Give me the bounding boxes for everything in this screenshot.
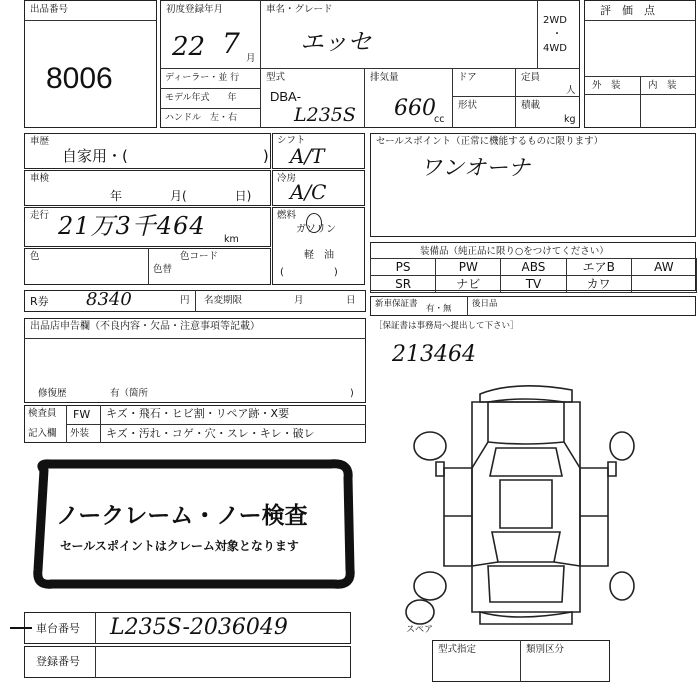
displacement-value: 660	[394, 96, 436, 121]
car-damage-diagram	[396, 376, 636, 646]
drive-dot: ・	[552, 29, 562, 40]
report-label: 出品店申告欄（不良内容・欠品・注意事項等記載）	[30, 321, 260, 332]
first-reg-label: 初度登録年月	[166, 4, 224, 15]
type-approval-label: 型式指定	[438, 644, 477, 655]
color-repaint-label: 色替	[153, 264, 173, 275]
name-change-month: 月	[294, 295, 304, 306]
lot-label: 出品番号	[30, 4, 69, 15]
diagram-note: ［保証書は事務局へ提出して下さい］	[374, 321, 519, 331]
model-type-code: L235S	[294, 104, 356, 126]
sales-point-value: ワンオーナ	[420, 156, 531, 181]
recycle-label: R券	[30, 295, 49, 308]
lot-number: 8006	[46, 62, 113, 95]
history-value: 自家用・( )	[62, 147, 269, 165]
color-code-label: 色コード	[180, 251, 219, 262]
chassis-pointer-line	[10, 627, 32, 629]
eval-label: 評 価 点	[600, 4, 655, 17]
equipment-item: カワ	[566, 275, 632, 293]
mileage-unit: km	[224, 234, 239, 245]
inspector-fw-text: キズ・飛石・ヒビ割・リペア跡・X要	[106, 407, 290, 420]
fuel-label: 燃料	[277, 210, 297, 221]
inspector-ext-text: キズ・汚れ・コゲ・穴・スレ・キレ・破レ	[106, 427, 315, 440]
dealer-import-label: ディーラー・並 行	[165, 73, 240, 83]
spare-label: スペア	[406, 625, 434, 635]
equipment-item: PW	[435, 258, 501, 276]
name-change-label: 名変期限	[204, 295, 243, 306]
first-reg-month-unit: 月	[246, 53, 256, 64]
drive-4wd: 4WD	[543, 43, 567, 54]
registration-label: 登録番号	[36, 655, 80, 668]
door-label: ドア	[458, 72, 477, 83]
interior-label: 内 装	[648, 80, 677, 91]
name-grade-label: 車名・グレード	[266, 4, 333, 15]
shift-label: シフト	[277, 135, 306, 146]
handle-label: ハンドル 左・右	[165, 113, 238, 123]
equipment-item: ABS	[500, 258, 566, 276]
drive-2wd: 2WD	[543, 15, 567, 26]
warranty-label: 新車保証書	[375, 299, 418, 309]
shape-label: 形状	[458, 100, 478, 111]
fuel-diesel: 軽 油	[304, 250, 334, 261]
fuel-paren: ( )	[280, 267, 338, 278]
warranty-date-label: 後日品	[472, 299, 498, 309]
inspector-fw: FW	[73, 408, 91, 421]
warranty-box	[370, 296, 696, 316]
repair-label: 修復歴	[38, 388, 67, 399]
aircon-label: 冷房	[277, 173, 297, 184]
chassis-value: L235S-2036049	[110, 615, 288, 640]
inspector-exterior: 外装	[70, 428, 90, 439]
stamp-line-1: ノークレーム・ノー検査	[56, 503, 308, 529]
diagram-handwritten: 213464	[392, 342, 476, 367]
equipment-item: SR	[370, 275, 436, 293]
inspection-label: 車検	[30, 173, 50, 184]
aircon-value: A/C	[290, 180, 327, 204]
displacement-unit: cc	[434, 114, 445, 125]
shift-value: A/T	[290, 144, 325, 168]
car-name: エッセ	[300, 28, 372, 56]
history-label: 車歴	[30, 136, 50, 147]
first-reg-year: 22	[172, 32, 206, 62]
color-label: 色	[30, 251, 40, 262]
exterior-label: 外 装	[592, 80, 621, 91]
equipment-item: ナビ	[435, 275, 501, 293]
equipment-item: AW	[631, 258, 697, 276]
repair-close: )	[350, 388, 354, 399]
name-change-day: 日	[346, 295, 356, 306]
displacement-label: 排気量	[370, 72, 399, 83]
repair-value: 有（箇所	[110, 388, 149, 399]
inspector-label-1: 検査員	[28, 408, 57, 419]
equipment-label: 装備品（純正品に限り○をつけてください）	[420, 246, 609, 257]
model-type-label: 型式	[266, 72, 286, 83]
class-label: 類別区分	[526, 644, 565, 655]
inspector-label-2: 記入欄	[28, 428, 57, 439]
equipment-empty-cell	[631, 275, 697, 293]
warranty-value: 有・無	[426, 304, 452, 314]
mileage-label: 走行	[30, 210, 50, 221]
stamp-line-2: セールスポイントはクレーム対象となります	[60, 539, 299, 553]
loadcap-unit: kg	[564, 114, 576, 125]
equipment-item: TV	[500, 275, 566, 293]
sales-point-label: セールスポイント（正常に機能するものに限ります）	[376, 136, 604, 147]
capacity-unit: 人	[566, 85, 576, 96]
fuel-gasoline: ガソリン	[296, 224, 336, 235]
recycle-value: 8340	[86, 289, 132, 310]
inspection-line: 年 月( 日)	[110, 189, 252, 203]
model-type-prefix: DBA-	[270, 89, 302, 104]
first-reg-month: 7	[222, 27, 240, 60]
sales-point-box	[370, 133, 696, 237]
recycle-unit: 円	[180, 295, 190, 306]
chassis-label: 車台番号	[36, 622, 80, 635]
equipment-item: エアB	[566, 258, 632, 276]
mileage-value: 21万3千464	[58, 212, 206, 240]
loadcap-label: 積載	[521, 100, 541, 111]
equipment-item: PS	[370, 258, 436, 276]
capacity-label: 定員	[521, 72, 541, 83]
model-year-label: モデル年式 年	[165, 93, 237, 103]
